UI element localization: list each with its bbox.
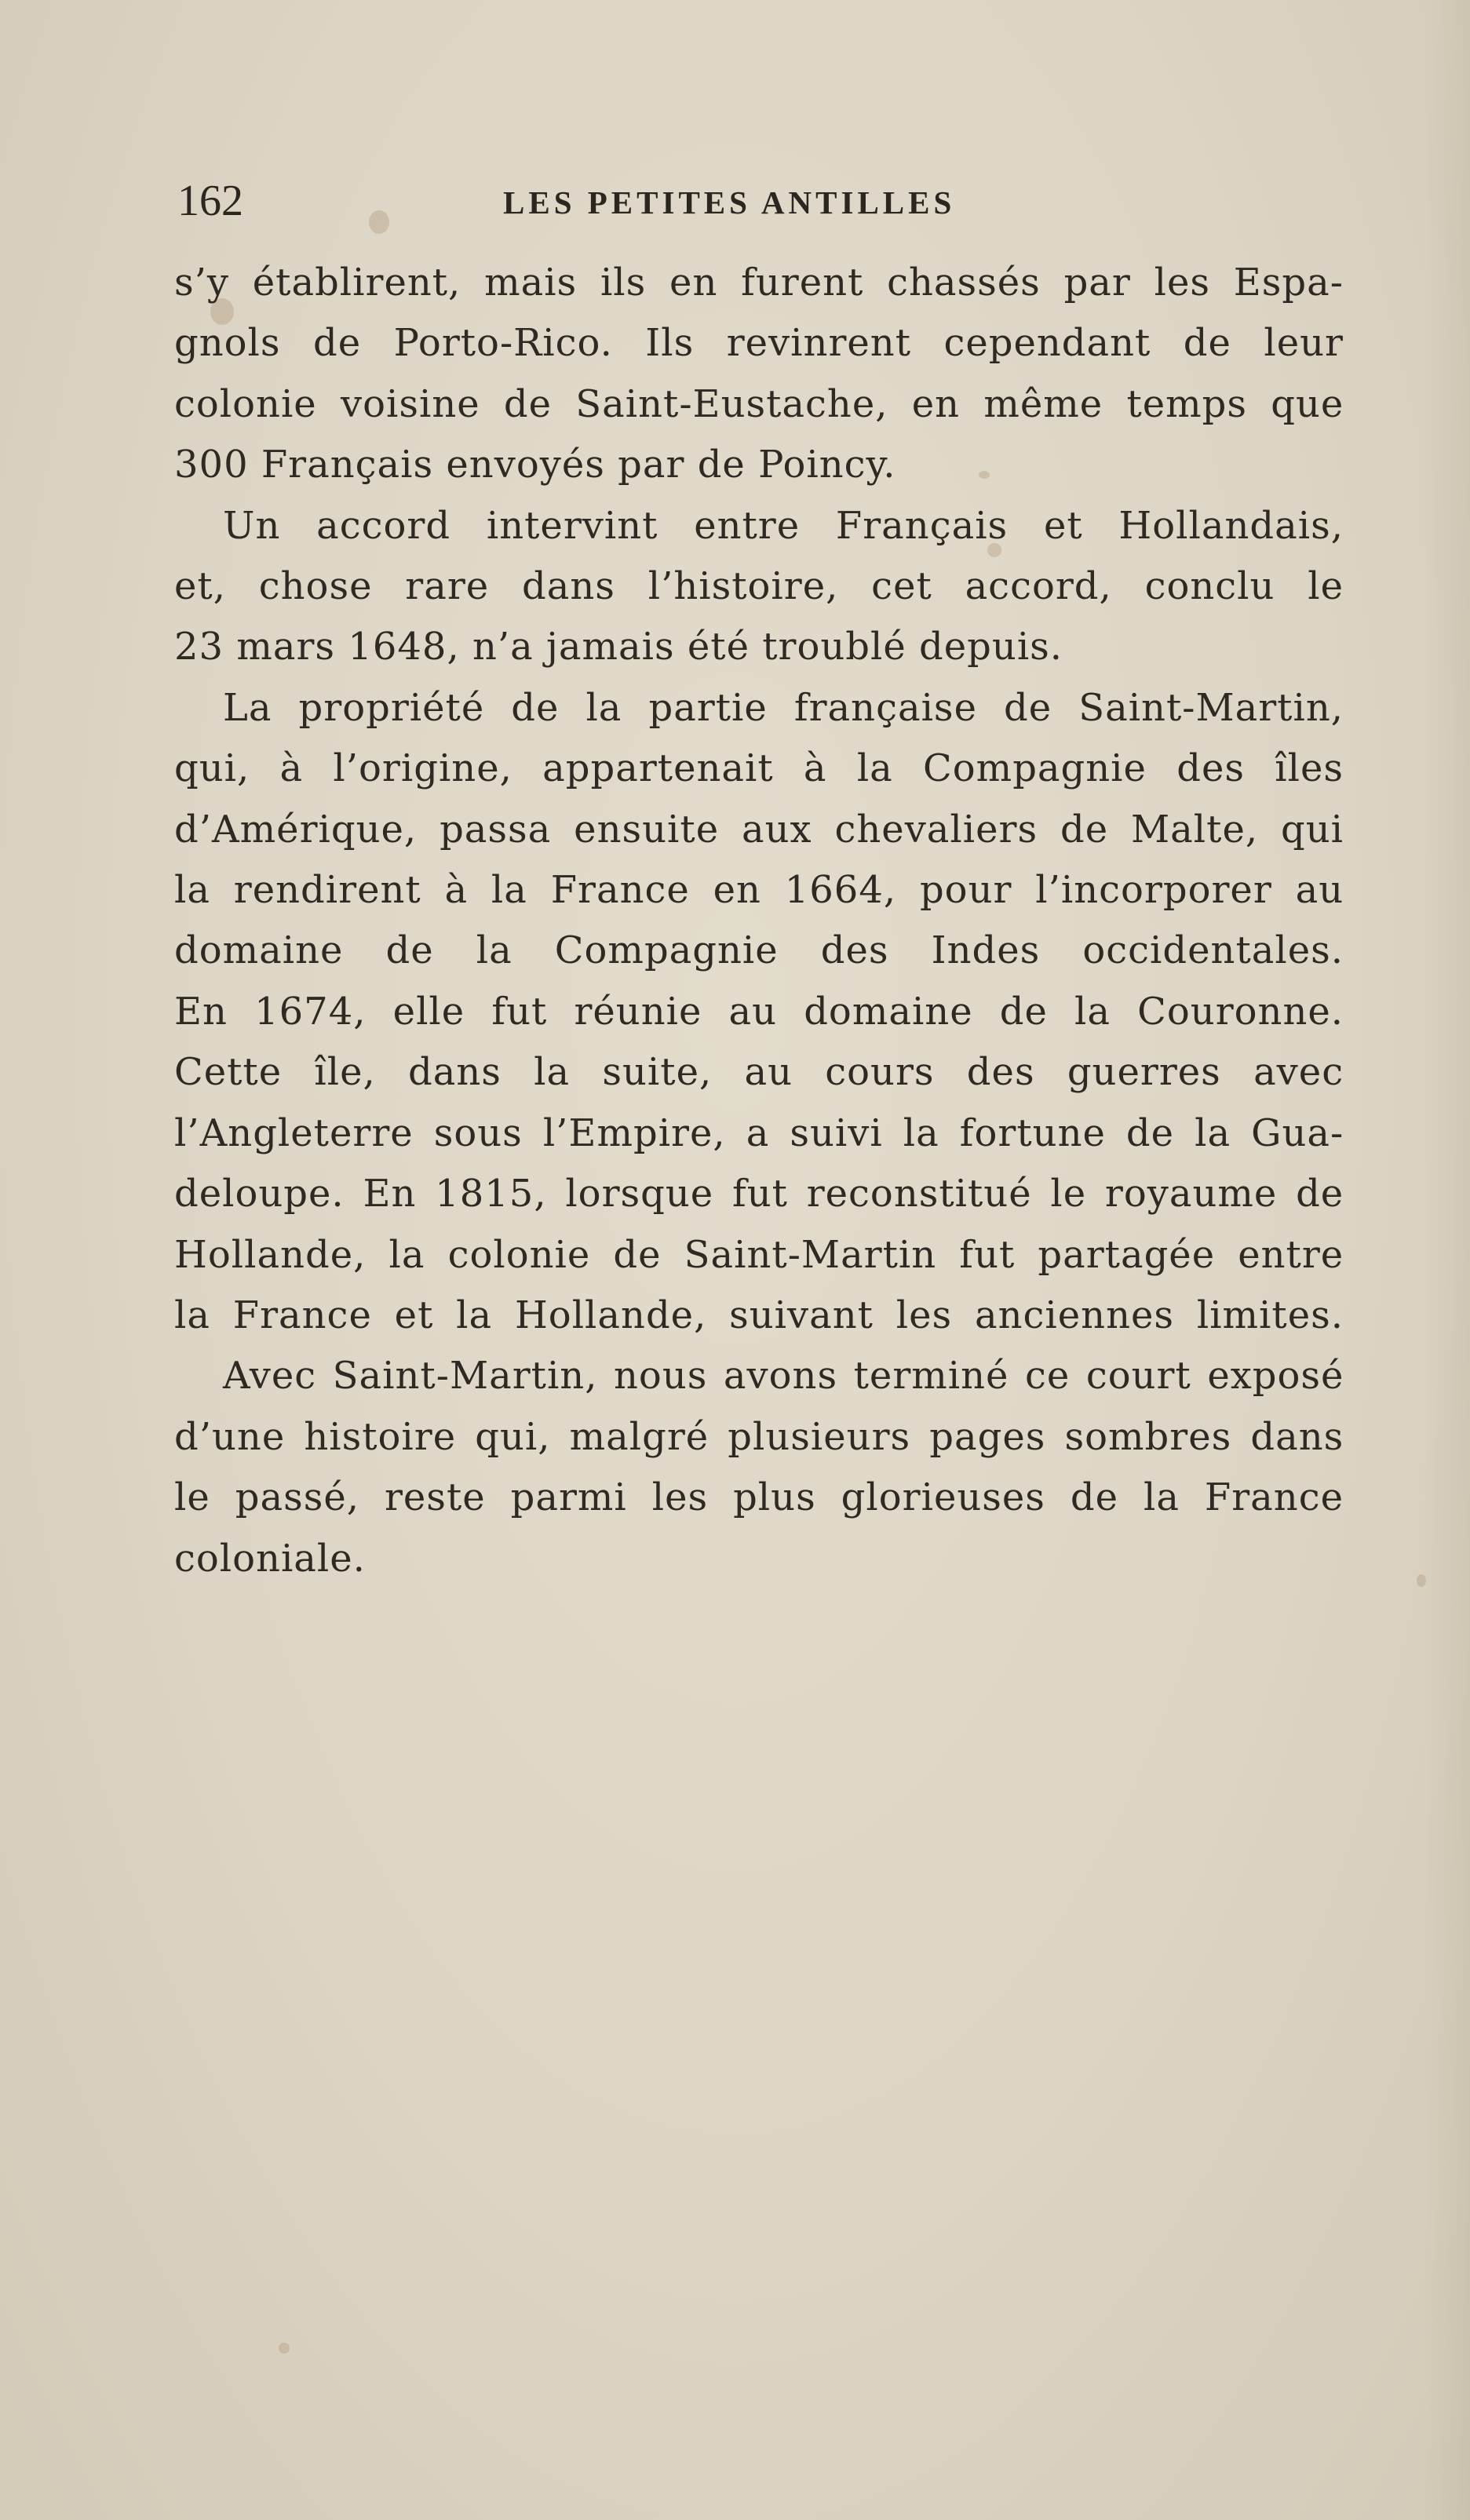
body-text [174,253,1344,1589]
text-line: deloupe. En 1815, lorsque fut reconstitué le royaume de [174,1172,1344,1216]
foxing-spot [1417,1574,1426,1587]
text-line: La propriété de la partie française de Saint-Martin, [223,685,1344,730]
text-line: Un accord intervint entre Français et Hollandais, [223,503,1344,548]
text-line: 23 mars 1648, n’a jamais été troublé depuis. [174,625,1063,669]
paragraph [174,678,1344,1346]
foxing-spot [279,2343,290,2354]
running-title: LES PETITES ANTILLES [503,184,956,221]
text-line: s’y établirent, mais ils en furent chassés par les Espa- [174,261,1344,305]
text-line: d’une histoire qui, malgré plusieurs pages sombres dans [174,1414,1344,1459]
text-line: la France et la Hollande, suivant les anciennes limites. [174,1293,1344,1337]
text-line: En 1674, elle fut réunie au domaine de la Couronne. [174,989,1344,1034]
text-line: colonie voisine de Saint-Eustache, en même temps que [174,381,1344,426]
text-line: Cette île, dans la suite, au cours des guerres avec [174,1050,1344,1095]
paragraph [174,1346,1344,1589]
page-header [177,177,1344,224]
page-number: 162 [177,177,243,225]
text-line: Avec Saint-Martin, nous avons terminé ce court exposé [223,1354,1344,1399]
text-line: gnols de Porto-Rico. Ils revinrent cependant de leur [174,321,1344,366]
text-line: l’Angleterre sous l’Empire, a suivi la fortune de la Gua- [174,1110,1344,1155]
text-line: le passé, reste parmi les plus glorieuses de la France [174,1475,1344,1520]
text-line: 300 Français envoyés par de Poincy. [174,443,896,487]
text-line: coloniale. [174,1536,366,1581]
text-line: d’Amérique, passa ensuite aux chevaliers de Malte, qui [174,807,1344,852]
paragraph [174,253,1344,496]
text-line: la rendirent à la France en 1664, pour l’incorporer au [174,868,1344,913]
page-edge-shadow [1423,0,1470,2520]
paragraph [174,496,1344,678]
text-line: qui, à l’origine, appartenait à la Compagnie des îles [174,746,1344,791]
text-line: et, chose rare dans l’histoire, cet accord, conclu le [174,564,1344,609]
text-line: Hollande, la colonie de Saint-Martin fut partagée entre [174,1232,1344,1277]
text-line: domaine de la Compagnie des Indes occidentales. [174,928,1344,973]
